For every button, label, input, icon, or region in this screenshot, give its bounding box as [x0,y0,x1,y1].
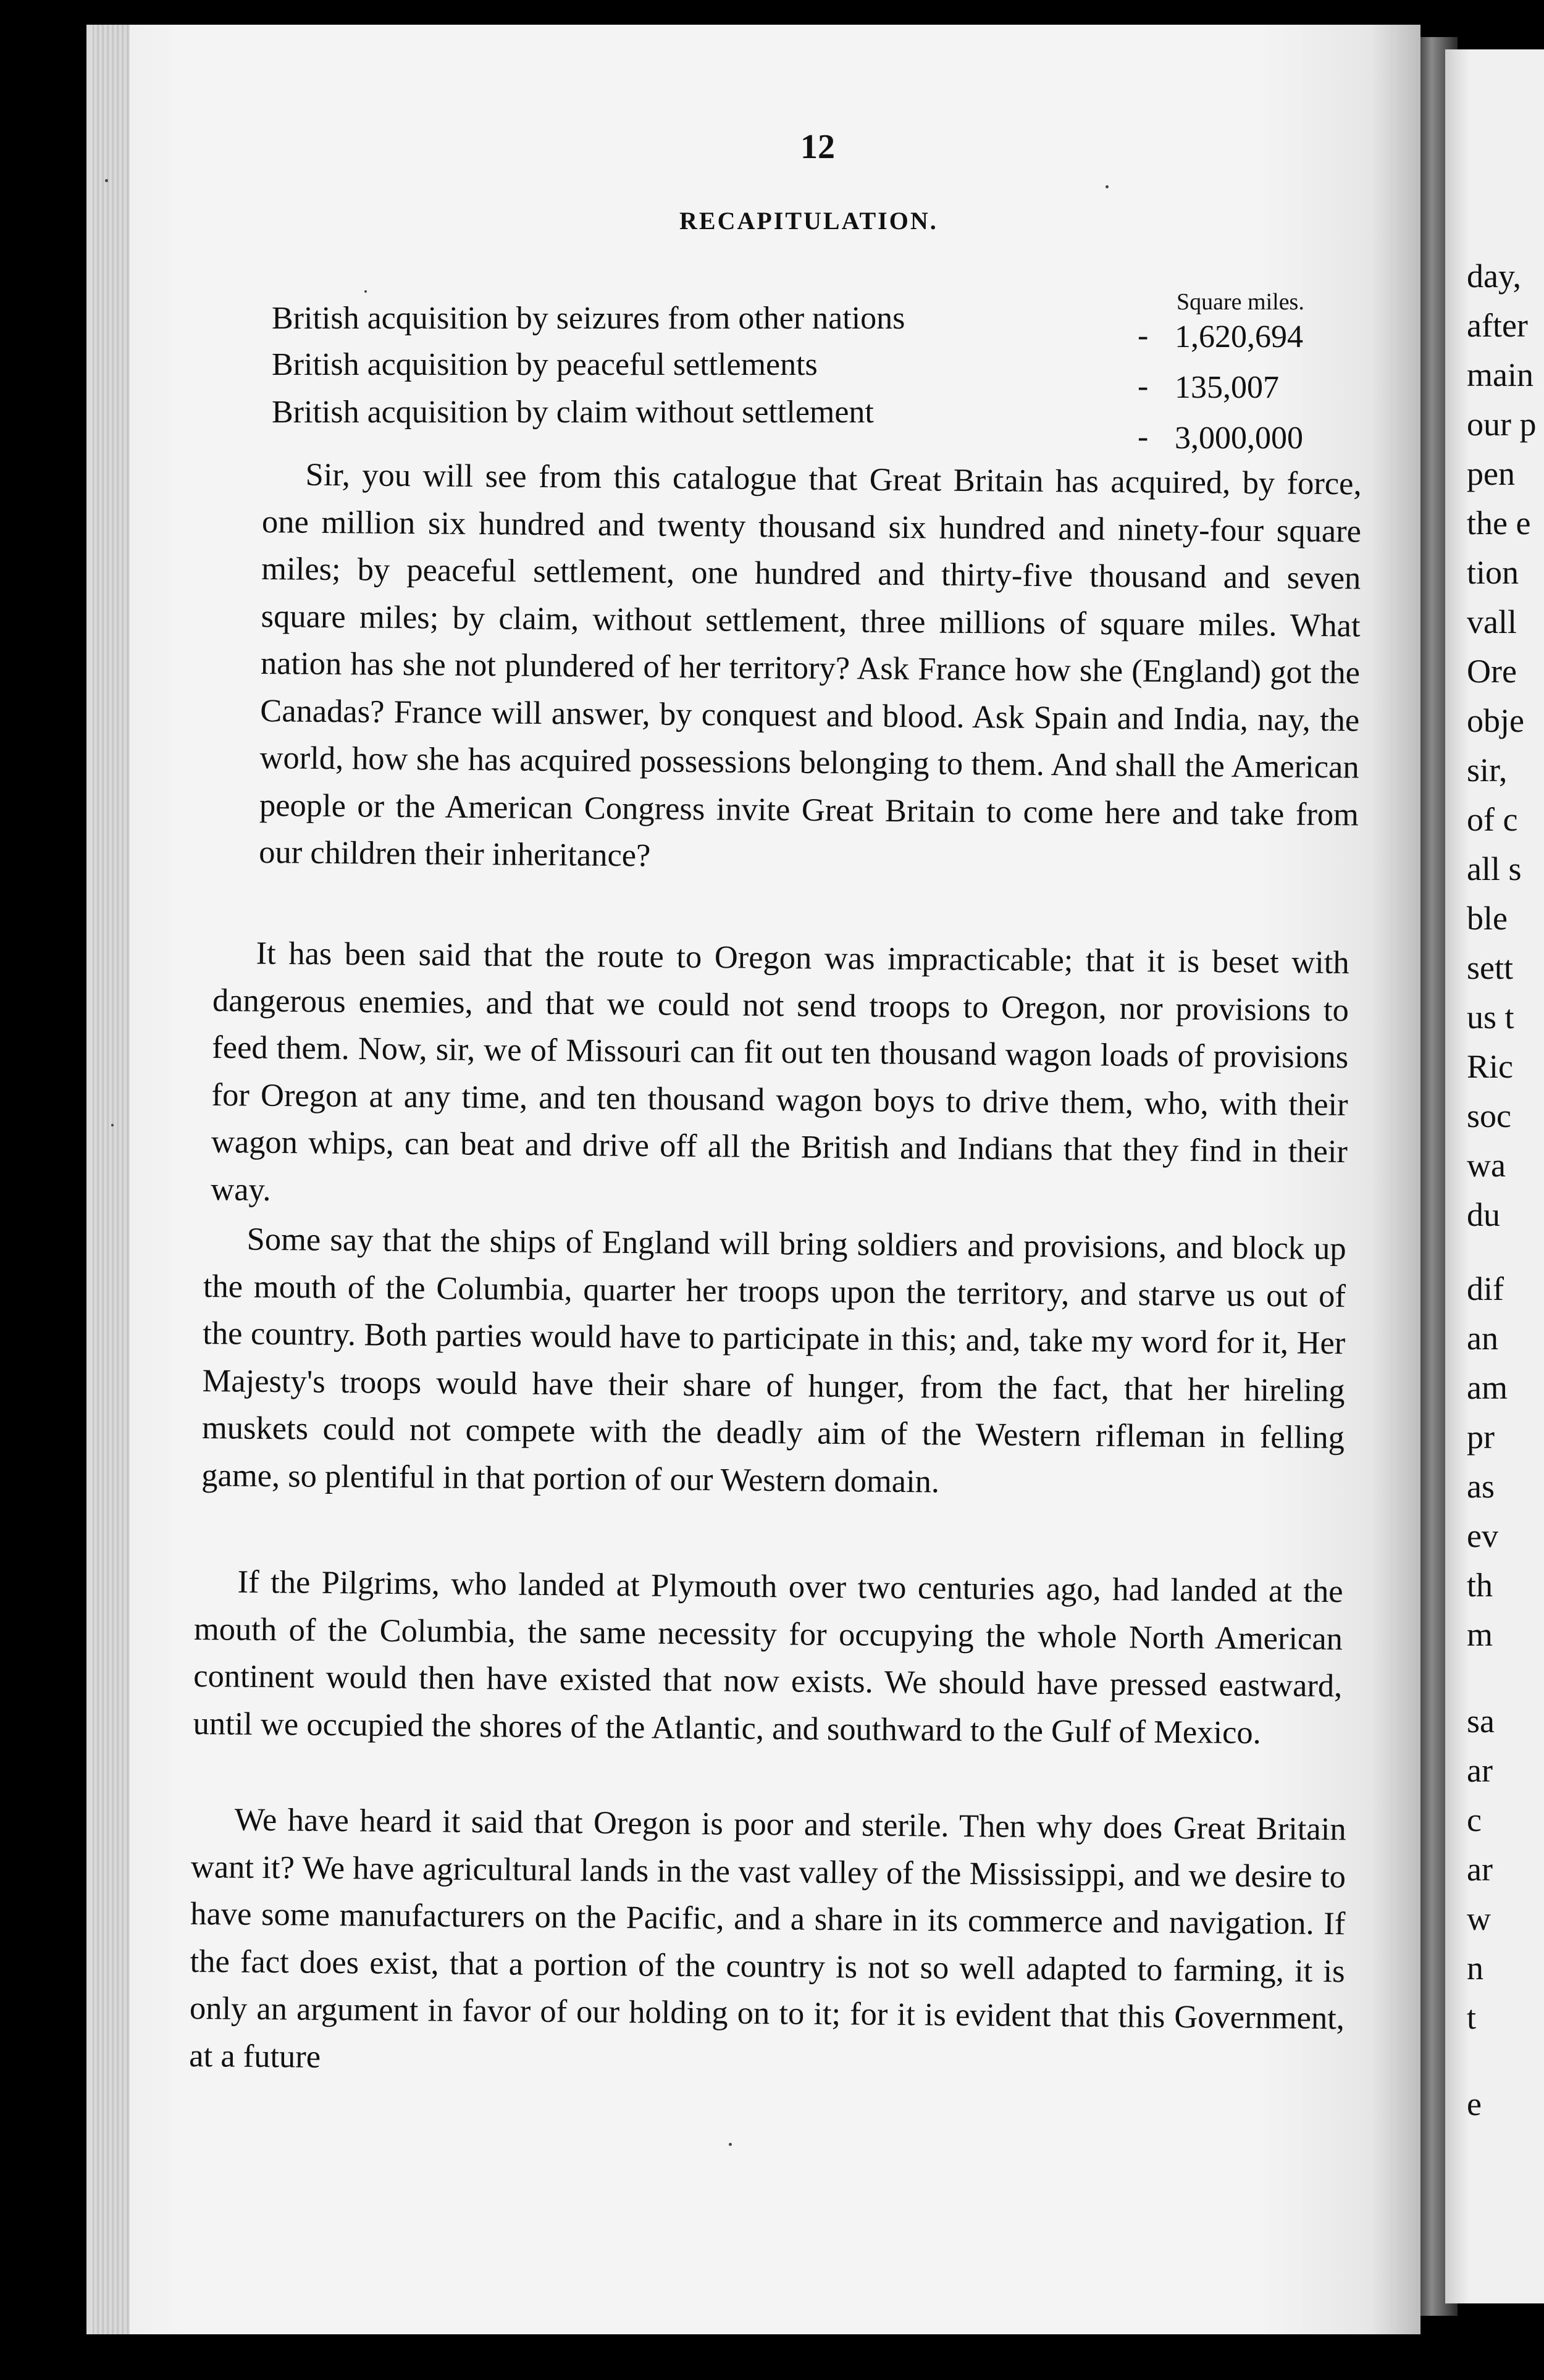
adjacent-page-text: n [1467,1950,1483,1987]
adjacent-page-text: dif [1467,1270,1504,1307]
adjacent-page-text: vall [1467,603,1517,640]
adjacent-page-text: pr [1467,1418,1495,1456]
adjacent-page-text: day, [1467,258,1521,295]
scan-speck [1106,185,1109,188]
adjacent-page-fragment [1445,49,1544,2303]
adjacent-page-text: obje [1467,702,1524,739]
adjacent-page-text: ble [1467,900,1508,937]
adjacent-page-text: Ore [1467,653,1517,690]
table-row-dash: - [1138,369,1149,404]
adjacent-page-text: du [1467,1196,1500,1233]
table-row-label: British acquisition by claim without settlement [272,395,874,430]
adjacent-page-text: am [1467,1369,1508,1406]
adjacent-page-text: the e [1467,505,1531,542]
adjacent-page-text: ar [1467,1752,1493,1789]
adjacent-page-text: after [1467,307,1528,344]
adjacent-page-text: c [1467,1801,1482,1838]
adjacent-page-text: sa [1467,1703,1495,1740]
table-row-value: 1,620,694 [1175,319,1303,354]
adjacent-page-text: main [1467,356,1534,393]
adjacent-page-text: ev [1467,1517,1498,1554]
adjacent-page-text: sir, [1467,752,1508,789]
adjacent-page-text: Ric [1467,1048,1513,1085]
adjacent-page-text: t [1467,1999,1477,2036]
adjacent-page-text: m [1467,1616,1493,1653]
table-row-dash: - [1138,318,1149,353]
table-row-value: 135,007 [1175,370,1279,405]
adjacent-page-text: e [1467,2085,1482,2122]
body-paragraph: Sir, you will see from this catalogue that Great Britain has acquired, by force, one million six hundred and twenty thousand six hundred and ninety-four square miles; by peaceful settlement, one hundred and thirty-five thousand and seven square miles; by claim, without settlement, three millions of square miles. What nation has she not plundered of her territory? Ask France how she (England) got the Canadas? France will answer, by conquest and blood. Ask Spain and India, nay, the world, how she has acquired possessions belonging to them. And shall the American people or the American Congress invite Great Britain to come here and take from our children their inheritance? [259,456,1362,874]
adjacent-page-text: sett [1467,949,1513,986]
table-row-value: 3,000,000 [1175,421,1303,456]
table-column-header: Square miles. [1177,289,1304,315]
scan-speck [105,179,108,182]
adjacent-page-text: as [1467,1468,1495,1505]
table-row-dash: - [1138,419,1149,455]
adjacent-page-text: an [1467,1320,1498,1357]
page-number: 12 [800,128,835,166]
adjacent-page-text: all s [1467,850,1522,887]
body-paragraph: It has been said that the route to Oregon was impracticable; that it is beset with dangerous enemies, and that we could not send troops to Oregon, nor provisions to feed them. Now, sir, we of Missouri can fit out ten thousand wagon loads of provisions for Oregon at any time, and ten thousand wagon boys to drive them, who, with their wagon whips, can beat and drive off all the British and Indians that they find in their way. [211,935,1349,1208]
table-row-label: British acquisition by seizures from other nations [272,301,905,336]
adjacent-page-text: soc [1467,1097,1511,1134]
adjacent-page-text: tion [1467,554,1519,591]
adjacent-page-text: th [1467,1567,1493,1604]
adjacent-page-text: w [1467,1900,1491,1937]
section-heading: RECAPITULATION. [679,207,938,235]
adjacent-page-text: wa [1467,1147,1506,1184]
body-paragraph: If the Pilgrims, who landed at Plymouth over two centuries ago, had landed at the mouth of the Columbia, the same necessity for occupying the whole North American continent would then have existed that now exists. We should have pressed eastward, until we occupied the shores of the Atlantic, and southward to the Gulf of Mexico. [193,1564,1343,1751]
adjacent-page-text: our p [1467,406,1537,443]
body-paragraph: We have heard it said that Oregon is poor and sterile. Then why does Great Britain want it? We have agricultural lands in the vast valley of the Mississippi, and we desire to have some manufacturers on the Pacific, and a share in its commerce and navigation. If the fact does exist, that a portion of the country is not so well adapted to farming, it is only an argument in favor of our holding on to it; for it is evident that this Government, at a future [189,1801,1346,2075]
scan-speck [364,290,367,293]
body-paragraph: Some say that the ships of England will bring soldiers and provisions, and block up the mouth of the Columbia, quarter her troops upon the territory, and starve us out of the country. Both parties would have to participate in this; and, take my word for it, Her Majesty's troops would have their share of hunger, from the fact, that her hireling muskets could not compete with the deadly aim of the Western rifleman in felling game, so plentiful in that portion of our Western domain. [201,1221,1346,1499]
adjacent-page-text: ar [1467,1851,1493,1888]
table-row-label: British acquisition by peaceful settlements [272,347,818,382]
scan-speck [111,1124,114,1126]
adjacent-page-text: of c [1467,801,1518,838]
adjacent-page-text: us t [1467,999,1514,1036]
scan-speck [729,2143,732,2146]
adjacent-page-text: pen [1467,455,1515,492]
page-stack-edge [93,25,130,2334]
